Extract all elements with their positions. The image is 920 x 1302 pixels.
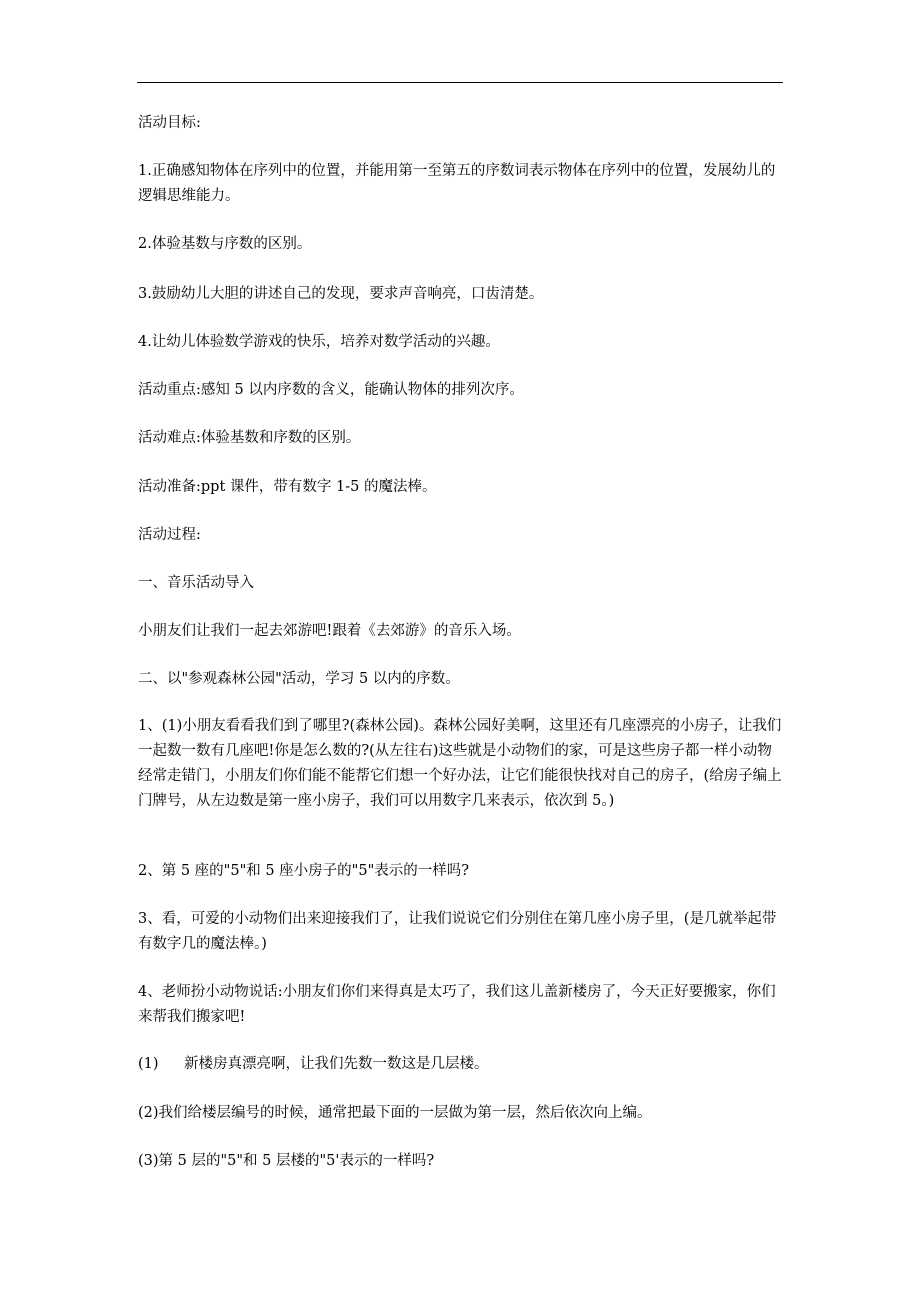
substep-2: (2)我们给楼层编号的时候，通常把最下面的一层做为第一层，然后依次向上编。 <box>138 1105 652 1121</box>
heading-objectives: 活动目标: <box>138 115 201 131</box>
header-rule <box>137 82 783 83</box>
objective-2: 2.体验基数与序数的区别。 <box>138 236 312 252</box>
substep-1-number: (1) <box>138 1056 159 1072</box>
substep-1-text: 新楼房真漂亮啊，让我们先数一数这是几层楼。 <box>184 1056 489 1072</box>
section-1-title: 一、音乐活动导入 <box>138 575 254 591</box>
substep-1 <box>138 1052 786 1077</box>
step-4: 4、老师扮小动物说话:小朋友们你们来得真是太巧了，我们这儿盖新楼房了，今天正好要搬家，你们来帮我们搬家吧! <box>138 984 776 1025</box>
objective-3: 3.鼓励幼儿大胆的讲述自己的发现，要求声音响亮，口齿清楚。 <box>138 286 544 302</box>
substep-3: (3)第 5 层的"5"和 5 层楼的"5'表示的一样吗? <box>138 1153 435 1169</box>
step-3: 3、看，可爱的小动物们出来迎接我们了，让我们说说它们分别住在第几座小房子里，(是几就举起带有数字几的魔法棒。) <box>138 911 777 952</box>
key-point: 活动重点:感知 5 以内序数的含义，能确认物体的排列次序。 <box>138 382 524 398</box>
heading-process: 活动过程: <box>138 527 201 543</box>
objective-4: 4.让幼儿体验数学游戏的快乐，培养对数学活动的兴趣。 <box>138 334 500 350</box>
preparation: 活动准备:ppt 课件，带有数字 1-5 的魔法棒。 <box>138 479 437 495</box>
section-2-title: 二、以"参观森林公园"活动，学习 5 以内的序数。 <box>138 671 460 687</box>
section-1-text: 小朋友们让我们一起去郊游吧!跟着《去郊游》的音乐入场。 <box>138 623 521 639</box>
step-1: 1、(1)小朋友看看我们到了哪里?(森林公园)。森林公园好美啊，这里还有几座漂亮的小房子，让我们一起数一数有几座吧!你是怎么数的?(从左往右)这些就是小动物们的家，可是这些房子都一样小动物经常走错门，小朋友们你们能不能帮它们想一个好办法，让它们能很快找对自己的房子，(给房子编上门牌号，从左边数是第一座小房子，我们可以用数字几来表示，依次到 5。) <box>138 718 782 809</box>
objective-1: 1.正确感知物体在序列中的位置，并能用第一至第五的序数词表示物体在序列中的位置，发展幼儿的逻辑思维能力。 <box>138 163 776 204</box>
step-2: 2、第 5 座的"5"和 5 座小房子的"5"表示的一样吗? <box>138 863 470 879</box>
difficult-point: 活动难点:体验基数和序数的区别。 <box>138 430 361 446</box>
